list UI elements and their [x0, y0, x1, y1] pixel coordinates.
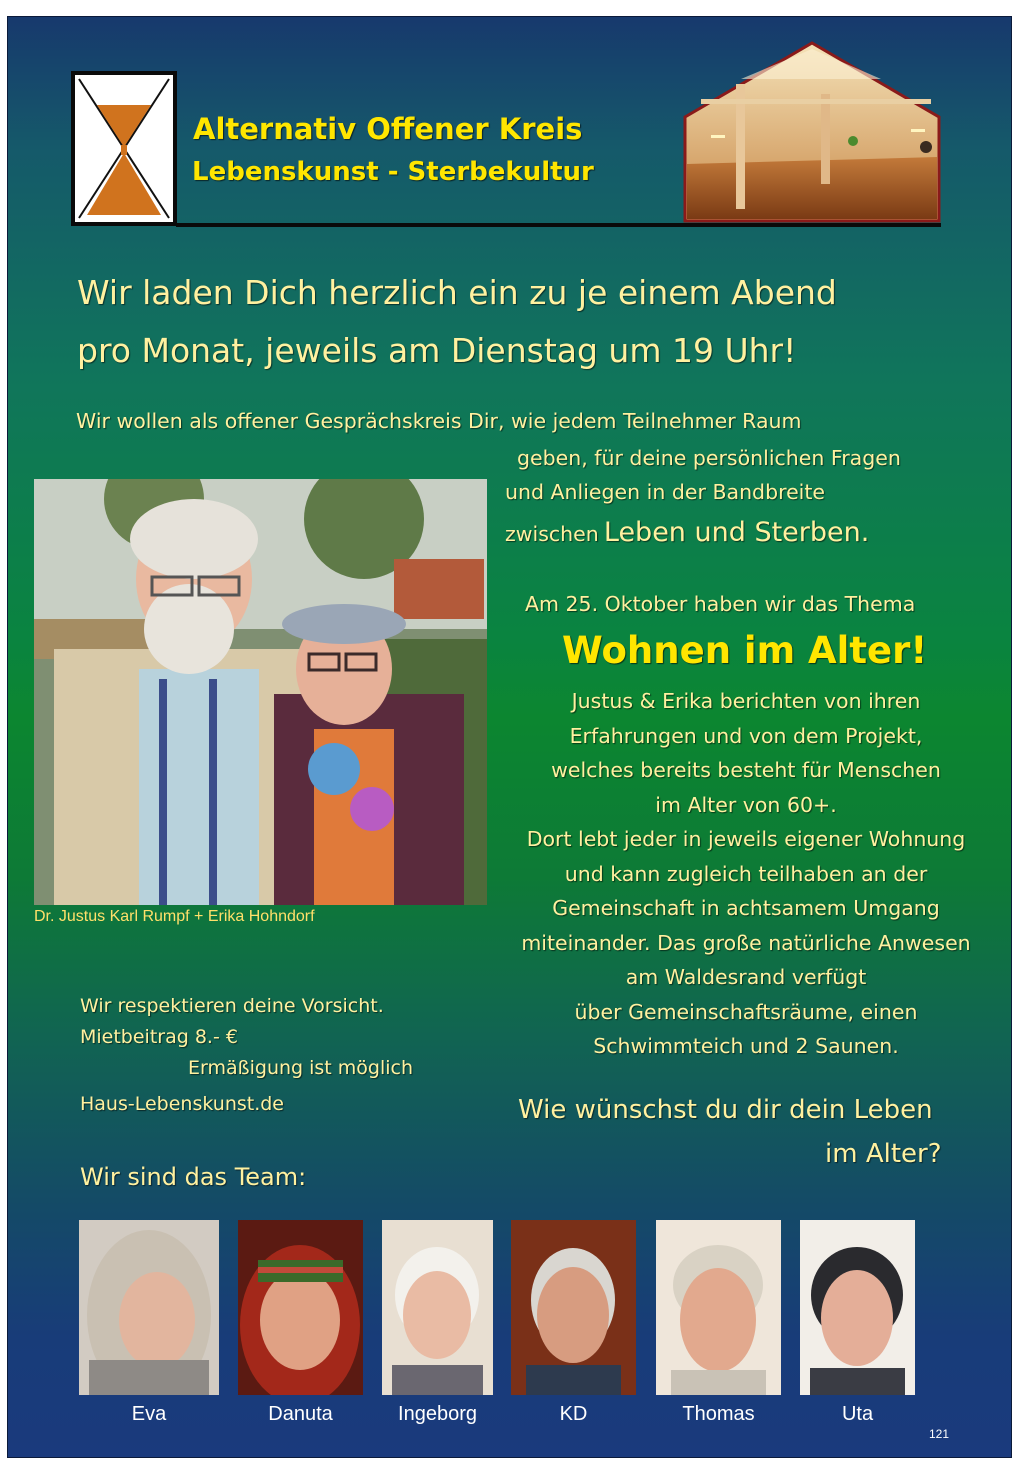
intro-emphasis: Leben und Sterben. [603, 517, 870, 548]
couple-photo [34, 479, 487, 905]
team-name-danuta: Danuta [268, 1403, 333, 1425]
topic-line: und kann zugleich teilhaben an der [564, 861, 928, 886]
poster-page [8, 17, 1011, 1457]
invitation-line-2: pro Monat, jeweils am Dienstag um 19 Uhr! [77, 331, 797, 370]
team-name-thomas: Thomas [682, 1403, 755, 1425]
website-link[interactable]: Haus-Lebenskunst.de [80, 1093, 284, 1115]
topic-line: Erfahrungen und von dem Projekt, [569, 723, 923, 748]
invitation-text [77, 264, 977, 380]
topic-line: welches bereits besteht für Menschen [551, 758, 941, 782]
page-number: 121 [929, 1427, 950, 1441]
topic-line: über Gemeinschaftsräume, einen [574, 999, 918, 1024]
topic-title: Wohnen im Alter! [562, 629, 928, 672]
topic-line: Justus & Erika berichten von ihren [571, 689, 921, 713]
header-title: Alternativ Offener Kreis [193, 112, 583, 146]
question-line-1: Wie wünschst du dir dein Leben [518, 1095, 933, 1125]
intro-line-1: Wir wollen als offener Gesprächskreis Dir, wie jedem Teilnehmer Raum [76, 409, 802, 433]
topic-line: miteinander. Das große natürliche Anwesen [521, 930, 971, 955]
hourglass-logo [71, 71, 177, 226]
header-subtitle: Lebenskunst - Sterbekultur [192, 157, 594, 187]
invitation-line-1: Wir laden Dich herzlich ein zu je einem Abend [77, 273, 837, 312]
topic-line: Schwimmteich und 2 Saunen. [593, 1034, 899, 1058]
info-line-2: Mietbeitrag 8.- € [80, 1026, 238, 1048]
info-line-3: Ermäßigung ist möglich [188, 1057, 414, 1079]
topic-line: am Waldesrand verfügt [625, 965, 867, 989]
info-block [80, 991, 413, 1084]
intro-line-4 [505, 517, 869, 548]
header-divider [176, 223, 941, 227]
topic-intro: Am 25. Oktober haben wir das Thema [525, 592, 916, 616]
info-line-1: Wir respektieren deine Vorsicht. [80, 995, 384, 1017]
topic-line: Gemeinschaft in achtsamem Umgang [552, 896, 940, 920]
team-photo-uta [800, 1220, 915, 1395]
team-photo-eva [79, 1220, 219, 1395]
topic-description [506, 684, 986, 1064]
intro-line-2: geben, für deine persönlichen Fragen [517, 446, 901, 470]
team-photo-ingeborg [382, 1220, 493, 1395]
team-name-ingeborg: Ingeborg [398, 1403, 477, 1425]
team-photo-thomas [656, 1220, 781, 1395]
photo-caption: Dr. Justus Karl Rumpf + Erika Hohndorf [34, 908, 315, 925]
intro-line-3: und Anliegen in der Bandbreite [505, 480, 826, 504]
hall-photo [681, 39, 943, 223]
topic-line: Dort lebt jeder in jeweils eigener Wohnung [526, 827, 966, 851]
question-line-2: im Alter? [825, 1139, 942, 1169]
team-photo-kd [511, 1220, 636, 1395]
team-heading: Wir sind das Team: [80, 1163, 307, 1191]
team-name-kd: KD [559, 1403, 588, 1425]
team-photo-danuta [238, 1220, 363, 1395]
team-name-eva: Eva [131, 1403, 167, 1425]
topic-line: im Alter von 60+. [655, 792, 837, 817]
team-name-uta: Uta [841, 1403, 874, 1425]
intro-line-4-prefix: zwischen [505, 522, 599, 546]
